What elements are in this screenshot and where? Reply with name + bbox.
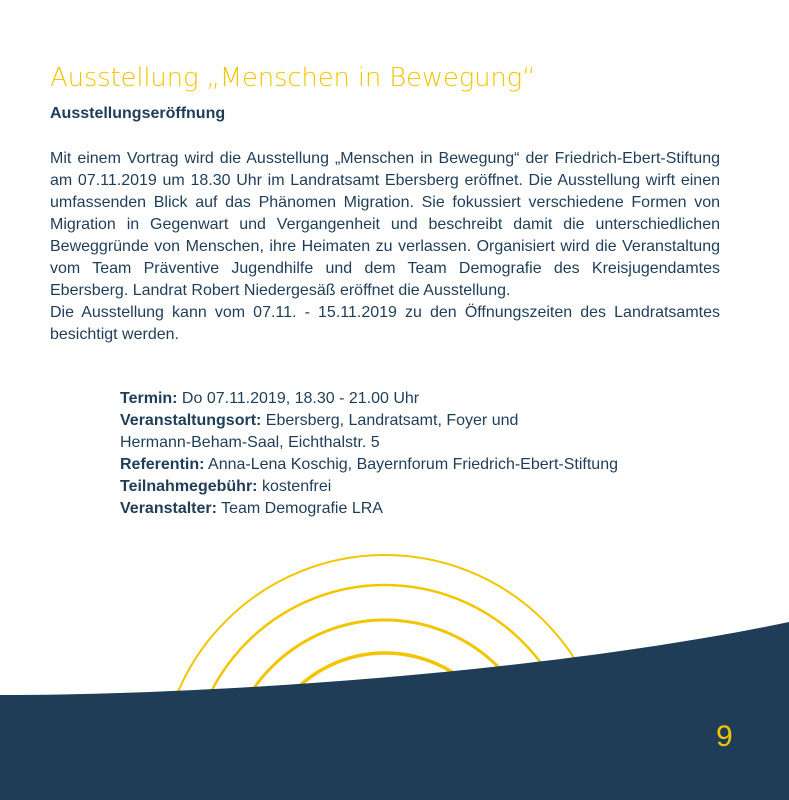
detail-row-referentin [120,454,618,476]
body-text [50,148,720,346]
detail-value: Ebersberg, Landratsamt, Foyer und [261,412,519,429]
detail-value: kostenfrei [257,478,332,495]
detail-row-gebuehr [120,476,618,498]
page-title: Ausstellung „Menschen in Bewegung“ [50,63,536,93]
detail-row-ort-continued: Hermann-Beham-Saal, Eichthalstr. 5 [120,434,380,451]
detail-value: Team Demografie LRA [216,500,383,517]
navy-wave-shape [0,622,789,800]
body-paragraph: Die Ausstellung kann vom 07.11. - 15.11.2019 zu den Öffnungszeiten des Landratsamtes besichtigt werden. [50,304,720,343]
detail-row-ort [120,410,618,432]
detail-value: Do 07.11.2019, 18.30 - 21.00 Uhr [177,390,420,407]
page-number: 9 [716,720,733,753]
detail-value: Anna-Lena Koschig, Bayernforum Friedrich-Ebert-Stiftung [204,456,618,473]
detail-label: Teilnahmegebühr: [120,478,258,495]
body-paragraph: Mit einem Vortrag wird die Ausstellung „Menschen in Bewegung“ der Friedrich-Ebert-Stiftung am 07.11.2019 um 18.30 Uhr im Landratsamt Ebersberg eröffnet. Die Ausstellung wirft einen umfassenden Blick auf das Phänomen Migration. Sie fokussiert verschiedene Formen von Migration in Gegenwart und Vergangenheit und beschreibt damit die unterschiedlichen Beweggründe von Menschen, ihre Heimaten zu verlassen. Organisiert wird die Veranstaltung vom Team Präventive Jugendhilfe und dem Team Demografie des Kreisjugendamtes Ebersberg. Landrat Robert Niedergesäß eröffnet die Ausstellung. [50,150,720,299]
detail-label: Referentin: [120,456,205,473]
detail-label: Termin: [120,390,178,407]
detail-row-termin [120,388,618,410]
detail-row-veranstalter [120,498,618,520]
section-subtitle: Ausstellungseröffnung [50,105,226,122]
event-details [120,388,618,520]
detail-label: Veranstalter: [120,500,217,517]
detail-label: Veranstaltungsort: [120,412,262,429]
